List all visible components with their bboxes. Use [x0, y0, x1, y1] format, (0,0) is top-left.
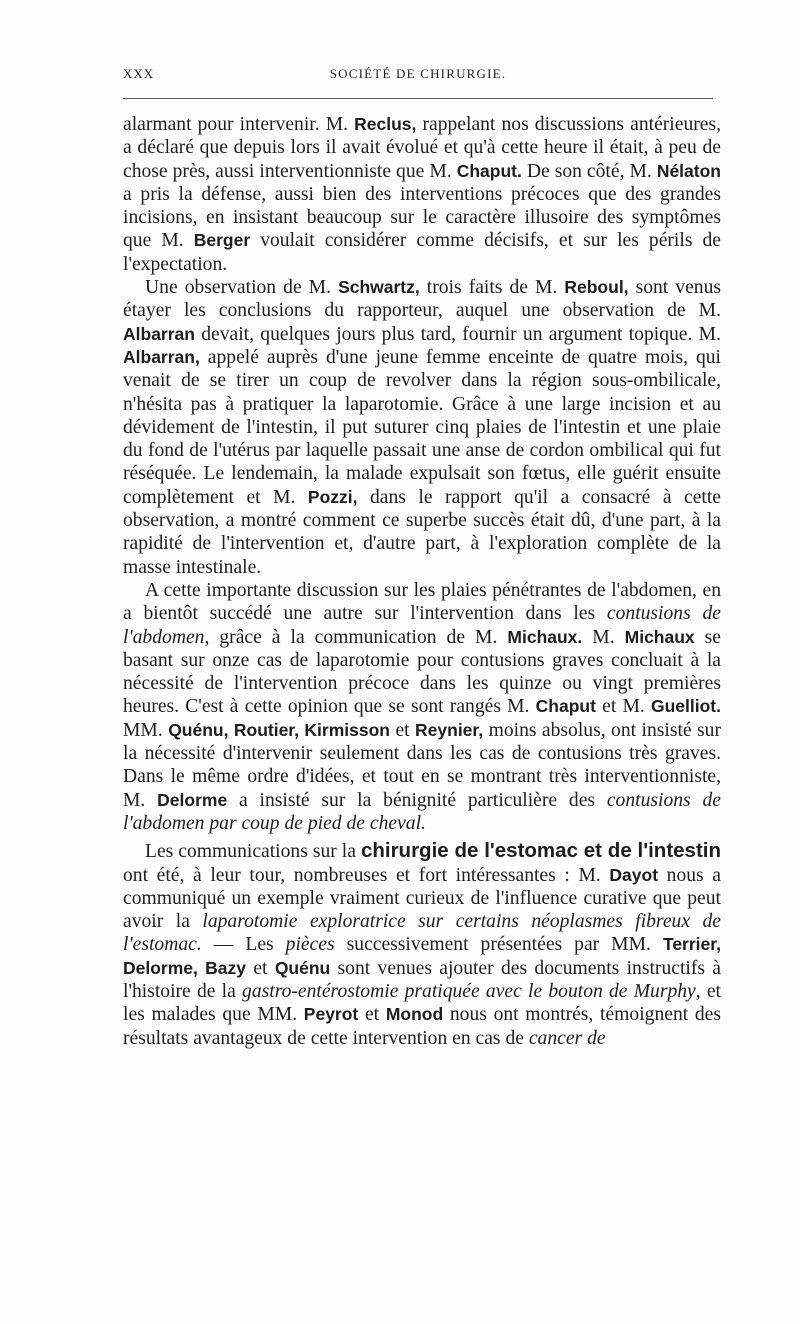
- person-name: Chaput: [535, 696, 596, 717]
- person-name: Dayot: [609, 864, 659, 885]
- page-number: XXX: [123, 66, 155, 81]
- person-name: Chaput.: [456, 160, 522, 181]
- text-run: a pris la défense, aussi bien des interventions précoces que des grandes incisions, en insistant beaucoup sur le caractère illusoire des symptômes que M.: [123, 183, 721, 252]
- person-name: Reclus,: [354, 114, 417, 134]
- text-run: voulait considérer comme décisifs, et sur les périls de l'expectation.: [123, 230, 721, 275]
- person-name: Albarran: [123, 323, 195, 344]
- text-run: appelé auprès d'une jeune femme enceinte de quatre mois, qui venait de se tirer un coup de revolver dans la région sous-ombilicale, n'hésita pas à pratiquer la laparotomie. Grâce à une large incision et au dévidement de l'intestin, il put suturer cinq plaies de l'intestin et une plaie du fond de l'utérus par laquelle passait une anse de cordon ombilical qui fut réséquée. Le lendemain, la malade expulsait son fœtus, elle guérit ensuite complètement et M.: [123, 346, 721, 508]
- section-topic: chirurgie de l'estomac et de l'intestin: [360, 839, 722, 863]
- person-name: Reboul,: [564, 277, 629, 298]
- italic-phrase: pièces: [285, 934, 335, 956]
- text-run: devait, quelques jours plus tard, fournir un argument topique. M.: [194, 323, 721, 345]
- text-run: sont venus étayer les conclusions du rapporteur, auquel une observation de M.: [123, 277, 722, 322]
- text-run: et: [246, 957, 275, 979]
- text-run: trois faits de M.: [419, 277, 565, 299]
- person-name: Guelliot.: [651, 696, 721, 717]
- text-run: Les communications sur la: [145, 841, 361, 863]
- text-run: alarmant pour intervenir. M.: [123, 114, 355, 135]
- text-run: M.: [582, 626, 625, 648]
- person-name: Schwartz,: [338, 277, 420, 298]
- italic-phrase: contusions de l'abdomen par coup de pied de cheval.: [123, 789, 721, 834]
- text-run: , et les malades que MM.: [123, 980, 722, 1026]
- text-run: nous ont montrés, témoignent des résultats avantageux de cette intervention en cas de: [123, 1004, 722, 1049]
- text-run: moins absolus, ont insisté sur la nécessité d'intervenir seulement dans les cas de contusions très graves. Dans le même ordre d'idées, et tout en se montrant très interventionniste, M.: [123, 719, 721, 811]
- body-text: [123, 113, 721, 1050]
- person-name: Michaux: [624, 626, 695, 647]
- italic-phrase: cancer de: [528, 1027, 606, 1049]
- text-run: sont venues ajouter des documents instructifs à l'histoire de la: [123, 957, 721, 1002]
- text-run: a insisté sur la bénignité particulière des: [227, 789, 607, 811]
- italic-phrase: gastro-entérostomie pratiquée avec le bouton de Murphy: [242, 980, 696, 1002]
- person-name: Monod: [385, 1004, 444, 1025]
- text-run: nous a communiqué un exemple vraiment curieux de l'influence curative que peut avoir la: [123, 864, 721, 933]
- person-name: Quénu, Routier, Kirmisson: [168, 719, 390, 740]
- text-run: rappelant nos discussions antérieures, a déclaré que depuis lors il avait évolué et qu'à cette heure il était, à peu de chose près, aussi interventionniste que M.: [123, 114, 721, 182]
- italic-phrase: laparotomie exploratrice sur certains néoplasmes fibreux de l'estomac.: [123, 911, 722, 956]
- page-header: [123, 62, 713, 86]
- paragraph-2: [123, 276, 721, 579]
- person-name: Reynier,: [415, 719, 484, 740]
- person-name: Pozzi,: [307, 486, 358, 507]
- person-name: Delorme: [157, 789, 228, 810]
- person-name: Berger: [193, 230, 251, 251]
- text-run: dans le rapport qu'il a consacré à cette observation, a montré comment ce superbe succès était dû, d'une part, à la rapidité de l'intervention et, d'autre part, à l'exploration complète de la masse intestinale.: [123, 486, 721, 578]
- text-run: , grâce à la communication de M.: [204, 626, 508, 648]
- running-title: SOCIÉTÉ DE CHIRURGIE.: [329, 66, 507, 81]
- text-run: Une observation de M.: [145, 277, 339, 299]
- text-run: — Les: [201, 934, 286, 956]
- person-name: Michaux.: [507, 626, 583, 647]
- text-run: MM.: [123, 719, 169, 741]
- person-name: Quénu: [274, 957, 331, 978]
- text-run: De son côté, M.: [521, 160, 657, 182]
- text-run: se basant sur onze cas de laparotomie pour contusions graves concluait à la nécessité de l'intervention précoce dans les quinze ou vingt premières heures. C'est à cette opinion que se sont rangés M.: [123, 626, 721, 718]
- text-run: et: [358, 1004, 386, 1026]
- text-run: successivement présentées par MM.: [334, 934, 663, 956]
- paragraph-4: [123, 839, 721, 1050]
- paragraph-3: [123, 579, 721, 835]
- text-run: et: [390, 719, 416, 741]
- italic-phrase: contusions de l'abdomen: [123, 603, 722, 648]
- text-run: ont été, à leur tour, nombreuses et fort intéressantes : M.: [123, 864, 610, 886]
- text-run: et M.: [595, 696, 651, 718]
- person-name: Terrier, Delorme, Bazy: [123, 934, 721, 978]
- person-name: Albarran,: [123, 346, 200, 367]
- person-name: Peyrot: [303, 1004, 359, 1025]
- text-run: A cette importante discussion sur les plaies pénétrantes de l'abdomen, en a bientôt succédé une autre sur l'intervention dans les: [123, 579, 721, 625]
- paragraph-1: [123, 113, 721, 276]
- person-name: Nélaton: [656, 160, 721, 181]
- header-rule: [123, 98, 713, 99]
